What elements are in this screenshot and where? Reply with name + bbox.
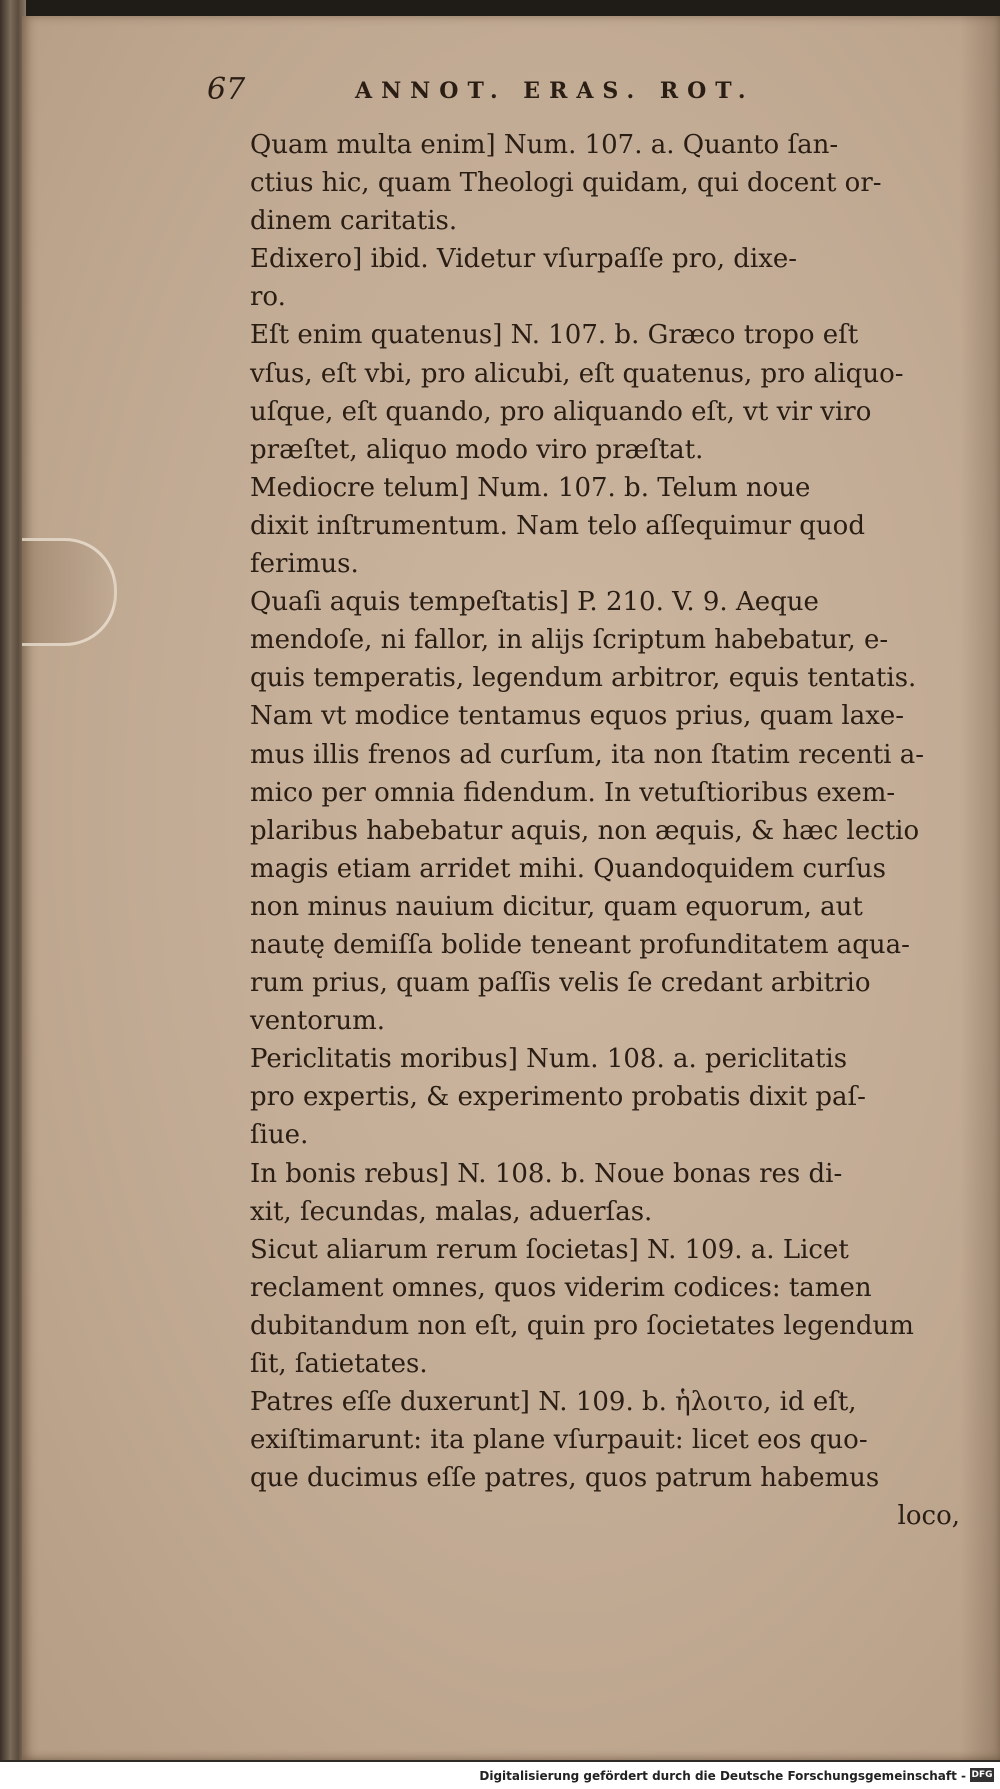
entry-periclitatis [212, 1040, 960, 1154]
text-line: ctius hic, quam Theologi quidam, qui docent or- [250, 168, 882, 199]
text-line: reclament omnes, quos viderim codices: tamen [250, 1272, 872, 1303]
text-line: quis temperatis, legendum arbitror, equis tentatis. [250, 663, 917, 694]
text-line: ſit, ſatietates. [250, 1349, 428, 1379]
text-line: Sicut aliarum rerum ſocietas] N. 109. a. Licet [250, 1234, 849, 1265]
text-line: rum prius, quam paſſis velis ſe credant arbitrio [250, 968, 871, 999]
text-line: mendoſe, ni fallor, in alijs ſcriptum habebatur, e- [250, 625, 889, 656]
text-line: ro. [250, 282, 286, 313]
text-line: Patres eſſe duxerunt] N. 109. b. ἡλοιτο, id eſt, [250, 1387, 857, 1418]
text-line: Mediocre telum] Num. 107. b. Telum noue [250, 472, 811, 503]
entry-sicut-aliarum [212, 1231, 960, 1383]
text-line: plaribus habebatur aquis, non æquis, & hæc lectio [250, 815, 920, 846]
entry-est-enim-quatenus [212, 316, 960, 468]
catchword: loco, [897, 1501, 960, 1532]
page-number: 67 [207, 72, 246, 107]
entry-quam-multa [212, 126, 960, 240]
text-line: Quaſi aquis tempeſtatis] P. 210. V. 9. Aeque [250, 587, 819, 618]
text-line: que ducimus eſſe patres, quos patrum habemus [250, 1463, 880, 1494]
text-line: ferimus. [250, 549, 359, 580]
text-line: vſus, eſt vbi, pro alicubi, eſt quatenus, pro aliquo- [250, 358, 904, 389]
text-block [212, 126, 960, 1535]
text-line: præſtet, aliquo modo viro præſtat. [250, 434, 704, 465]
text-line: pro expertis, & experimento probatis dixit paſ- [250, 1082, 866, 1113]
running-header [207, 72, 987, 108]
text-line: nautę demiſſa bolide teneant profunditatem aqua- [250, 929, 910, 960]
text-line: Periclitatis moribus] Num. 108. a. periclitatis [250, 1044, 848, 1075]
text-line: Edixero] ibid. Videtur vſurpaſſe pro, dixe- [250, 244, 798, 275]
dfg-logo: DFG [971, 1770, 993, 1780]
text-line: Quam multa enim] Num. 107. a. Quanto ſan- [250, 130, 839, 160]
entry-in-bonis-rebus [212, 1155, 960, 1231]
text-line: uſque, eſt quando, pro aliquando eſt, vt vir viro [250, 396, 872, 427]
entry-mediocre-telum [212, 469, 960, 583]
text-line: ventorum. [250, 1006, 386, 1037]
text-line: dubitandum non eſt, quin pro ſocietates legendum [250, 1310, 914, 1341]
header-title: ANNOT. ERAS. ROT. [355, 78, 755, 104]
text-line: In bonis rebus] N. 108. b. Noue bonas res di- [250, 1158, 843, 1189]
text-line: mus illis frenos ad curſum, ita non ſtatim recenti a- [250, 739, 925, 770]
text-line: xit, ſecundas, malas, aduerſas. [250, 1196, 653, 1227]
text-line: Nam vt modice tentamus equos prius, quam laxe- [250, 701, 905, 732]
text-line: Eſt enim quatenus] N. 107. b. Græco tropo eſt [250, 320, 859, 351]
entry-edixero [212, 240, 960, 316]
digitization-credit: Digitalisierung gefördert durch die Deutsche Forschungsgemeinschaft - [479, 1769, 966, 1783]
entry-quasi-aquis [212, 583, 960, 1040]
text-line: dinem caritatis. [250, 206, 458, 237]
text-line: ſiue. [250, 1120, 309, 1151]
text-line: magis etiam arridet mihi. Quandoquidem curſus [250, 853, 886, 884]
text-line: mico per omnia fidendum. In vetuſtioribus exem- [250, 777, 896, 808]
text-line: dixit inſtrumentum. Nam telo aſſequimur quod [250, 510, 865, 541]
entry-patres-esse [212, 1383, 960, 1497]
text-line: non minus nauium dicitur, quam equorum, aut [250, 891, 863, 922]
catchword-line [212, 1497, 960, 1535]
text-line: exiſtimarunt: ita plane vſurpauit: licet eos quo- [250, 1425, 868, 1456]
